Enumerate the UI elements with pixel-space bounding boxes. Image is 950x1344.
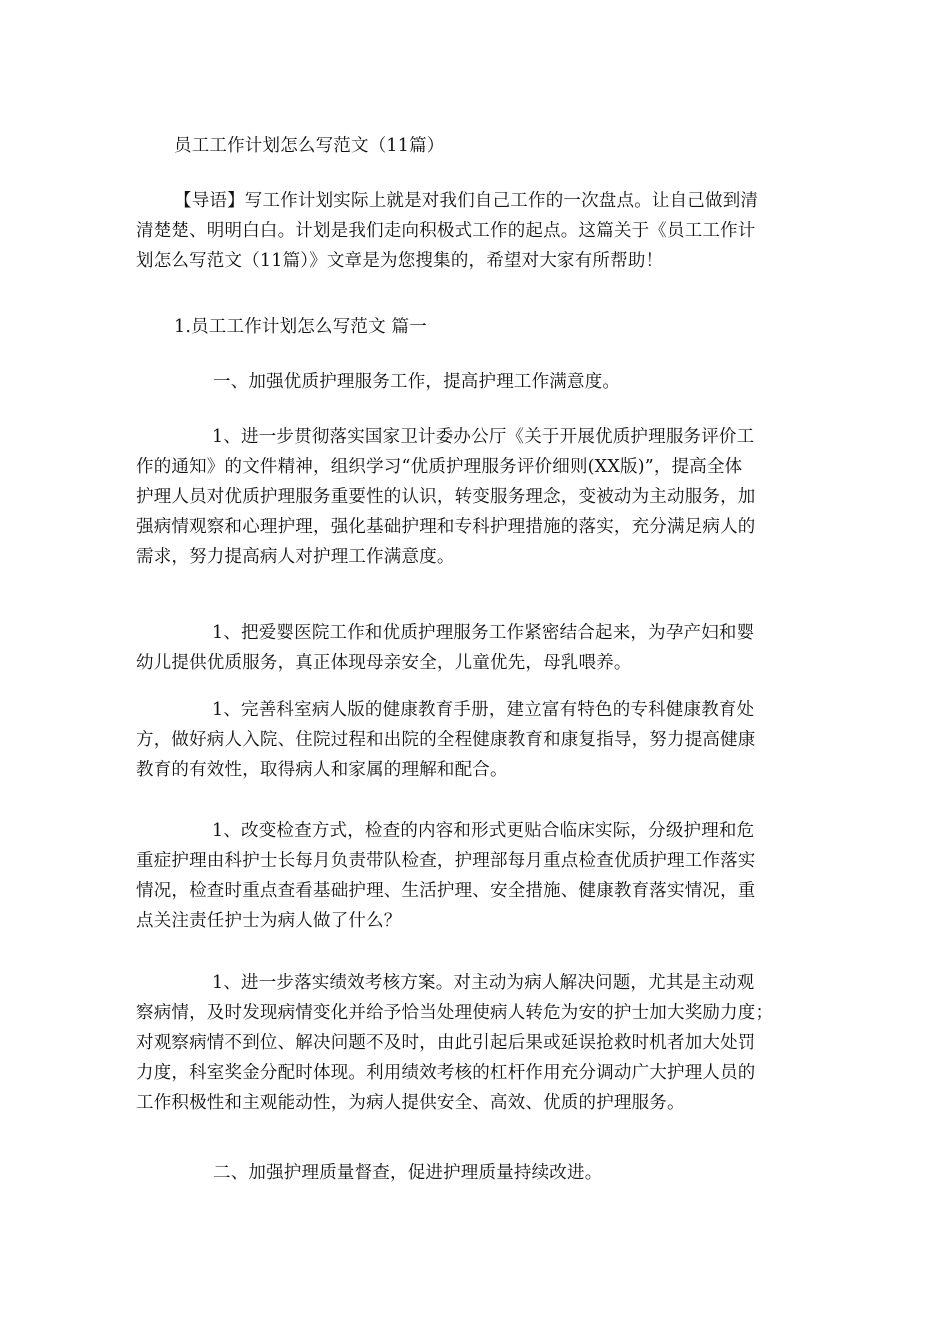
paragraph bbox=[136, 695, 836, 785]
paragraph-line: 幼儿提供优质服务，真正体现母亲安全，儿童优先，母乳喂养。 bbox=[136, 653, 632, 673]
paragraph-line: 1、完善科室病人版的健康教育手册，建立富有特色的专科健康教育处 bbox=[212, 700, 755, 720]
paragraph bbox=[136, 422, 836, 572]
paragraph bbox=[136, 968, 836, 1118]
intro-paragraph bbox=[136, 186, 836, 276]
paragraph-line: 1、进一步贯彻落实国家卫计委办公厅《关于开展优质护理服务评价工 bbox=[212, 427, 755, 447]
part-one-heading: 一、加强优质护理服务工作，提高护理工作满意度。 bbox=[213, 372, 621, 392]
paragraph-line: 对观察病情不到位、解决问题不及时，由此引起后果或延误抢救时机者加大处罚 bbox=[136, 1033, 756, 1053]
paragraph-line: 护理人员对优质护理服务重要性的认识，转变服务理念，变被动为主动服务，加 bbox=[136, 487, 756, 507]
paragraph bbox=[136, 618, 836, 678]
paragraph-line: 情况，检查时重点查看基础护理、生活护理、安全措施、健康教育落实情况，重 bbox=[136, 881, 756, 901]
paragraph-line: 点关注责任护士为病人做了什么？ bbox=[136, 911, 402, 931]
intro-line: 【导语】写工作计划实际上就是对我们自己工作的一次盘点。让自己做到清 bbox=[174, 191, 759, 211]
paragraph-line: 力度，科室奖金分配时体现。利用绩效考核的杠杆作用充分调动广大护理人员的 bbox=[136, 1063, 756, 1083]
paragraph-line: 作的通知》的文件精神，组织学习“优质护理服务评价细则(XX版)”，提高全体 bbox=[136, 457, 743, 477]
paragraph-line: 1、把爱婴医院工作和优质护理服务工作紧密结合起来，为孕产妇和婴 bbox=[212, 623, 755, 643]
intro-line: 划怎么写范文（11篇）》文章是为您搜集的，希望对大家有所帮助！ bbox=[136, 251, 664, 271]
section-heading: 1.员工工作计划怎么写范文 篇一 bbox=[174, 317, 427, 337]
document-title: 员工工作计划怎么写范文（11篇） bbox=[174, 136, 445, 156]
paragraph-line: 1、进一步落实绩效考核方案。对主动为病人解决问题，尤其是主动观 bbox=[212, 973, 755, 993]
paragraph-line: 工作积极性和主观能动性，为病人提供安全、高效、优质的护理服务。 bbox=[136, 1093, 685, 1113]
paragraph-line: 教育的有效性，取得病人和家属的理解和配合。 bbox=[136, 760, 508, 780]
intro-line: 清楚楚、明明白白。计划是我们走向积极式工作的起点。这篇关于《员工工作计 bbox=[136, 221, 756, 241]
paragraph bbox=[136, 816, 836, 936]
paragraph-line: 需求，努力提高病人对护理工作满意度。 bbox=[136, 547, 455, 567]
paragraph-line: 强病情观察和心理护理，强化基础护理和专科护理措施的落实，充分满足病人的 bbox=[136, 517, 756, 537]
paragraph-line: 察病情，及时发现病情变化并给予恰当处理使病人转危为安的护士加大奖励力度； bbox=[136, 1003, 774, 1023]
paragraph-line: 方，做好病人入院、住院过程和出院的全程健康教育和康复指导，努力提高健康 bbox=[136, 730, 756, 750]
paragraph-line: 1、改变检查方式，检查的内容和形式更贴合临床实际，分级护理和危 bbox=[212, 821, 755, 841]
part-two-heading: 二、加强护理质量督查，促进护理质量持续改进。 bbox=[213, 1163, 603, 1183]
paragraph-line: 重症护理由科护士长每月负责带队检查，护理部每月重点检查优质护理工作落实 bbox=[136, 851, 756, 871]
